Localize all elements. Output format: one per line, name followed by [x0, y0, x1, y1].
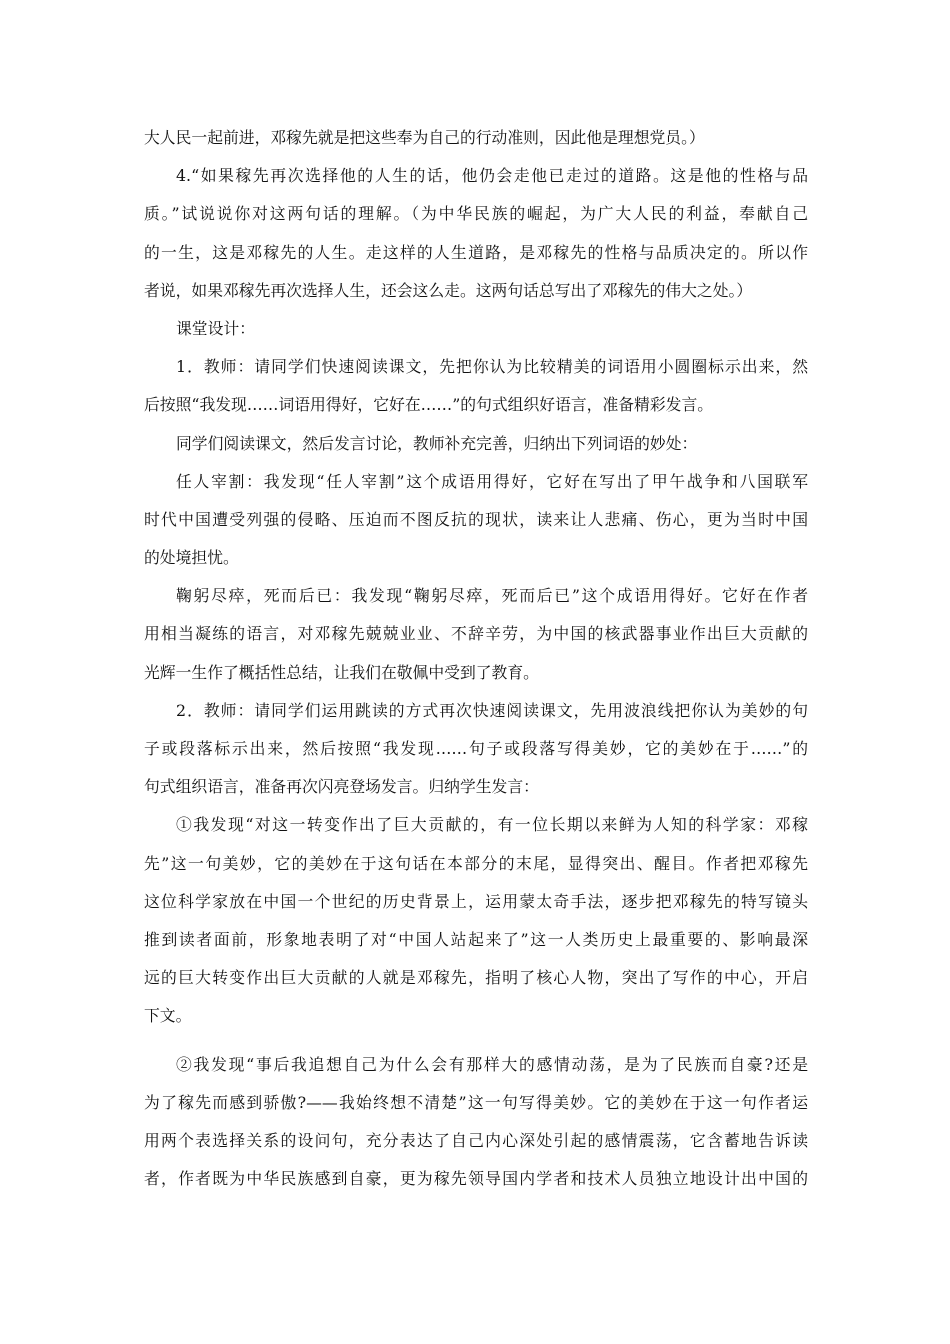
text-line: ②我发现“事后我追想自己为什么会有那样大的感情动荡，是为了民族而自豪?还是 [176, 1054, 808, 1074]
text-line: 用相当凝练的语言，对邓稼先兢兢业业、不辞辛劳，为中国的核武器事业作出巨大贡献的 [144, 624, 808, 644]
text-line: 子或段落标示出来，然后按照“我发现……句子或段落写得美妙，它的美妙在于……”的 [144, 739, 808, 758]
text-line: 用两个表选择关系的设问句，充分表达了自己内心深处引起的感情震荡，它含蓄地告诉读 [144, 1130, 808, 1150]
text-line: 1．教师：请同学们快速阅读课文，先把你认为比较精美的词语用小圆圈标示出来，然 [176, 357, 808, 377]
text-line: 2．教师：请同学们运用跳读的方式再次快速阅读课文，先用波浪线把你认为美妙的句 [176, 700, 808, 720]
text-line: 推到读者面前，形象地表明了对“中国人站起来了”这一人类历史上最重要的、影响最深 [144, 929, 808, 949]
text-line: 者说，如果邓稼先再次选择人生，还会这么走。这两句话总写出了邓稼先的伟大之处。） [144, 280, 753, 300]
text-line: 后按照“我发现……词语用得好，它好在……”的句式组织好语言，准备精彩发言。 [144, 395, 714, 415]
text-line: 下文。 [144, 1006, 192, 1026]
text-line: 4.“如果稼先再次选择他的人生的话，他仍会走他已走过的道路。这是他的性格与品 [176, 166, 808, 186]
text-line: 远的巨大转变作出巨大贡献的人就是邓稼先，指明了核心人物，突出了写作的中心，开启 [144, 968, 808, 988]
text-line: 句式组织语言，准备再次闪亮登场发言。归纳学生发言： [144, 777, 539, 797]
text-line: 鞠躬尽瘁，死而后已：我发现“鞠躬尽瘁，死而后已”这个成语用得好。它好在作者 [176, 586, 808, 606]
text-line: 为了稼先而感到骄傲?——我始终想不清楚”这一句写得美妙。它的美妙在于这一句作者运 [144, 1092, 808, 1112]
text-line: 质。”试说说你对这两句话的理解。（为中华民族的崛起，为广大人民的利益，奉献自己 [144, 204, 808, 224]
text-line: 先”这一句美妙，它的美妙在于这句话在本部分的末尾，显得突出、醒目。作者把邓稼先 [144, 853, 808, 873]
text-line: 大人民一起前进，邓稼先就是把这些奉为自己的行动准则，因此他是理想党员。） [144, 128, 705, 147]
text-line: 光辉一生作了概括性总结，让我们在敬佩中受到了教育。 [144, 662, 539, 682]
text-line: 者，作者既为中华民族感到自豪，更为稼先领导国内学者和技术人员独立地设计出中国的 [144, 1169, 808, 1189]
text-line: 同学们阅读课文，然后发言讨论，教师补充完善，归纳出下列词语的妙处： [176, 433, 698, 453]
text-line: ①我发现“对这一转变作出了巨大贡献的，有一位长期以来鲜为人知的科学家：邓稼 [176, 815, 808, 835]
text-line: 时代中国遭受列强的侵略、压迫而不图反抗的现状，读来让人悲痛、伤心，更为当时中国 [144, 509, 808, 529]
text-line: 的处境担忧。 [144, 548, 239, 568]
text-line: 课堂设计： [176, 318, 255, 338]
text-line: 这位科学家放在中国一个世纪的历史背景上，运用蒙太奇手法，逐步把邓稼先的特写镜头 [144, 891, 808, 911]
text-line: 任人宰割：我发现“任人宰割”这个成语用得好，它好在写出了甲午战争和八国联军 [176, 471, 808, 491]
document-body [144, 119, 808, 1198]
text-line: 的一生，这是邓稼先的人生。走这样的人生道路，是邓稼先的性格与品质决定的。所以作 [144, 242, 808, 262]
